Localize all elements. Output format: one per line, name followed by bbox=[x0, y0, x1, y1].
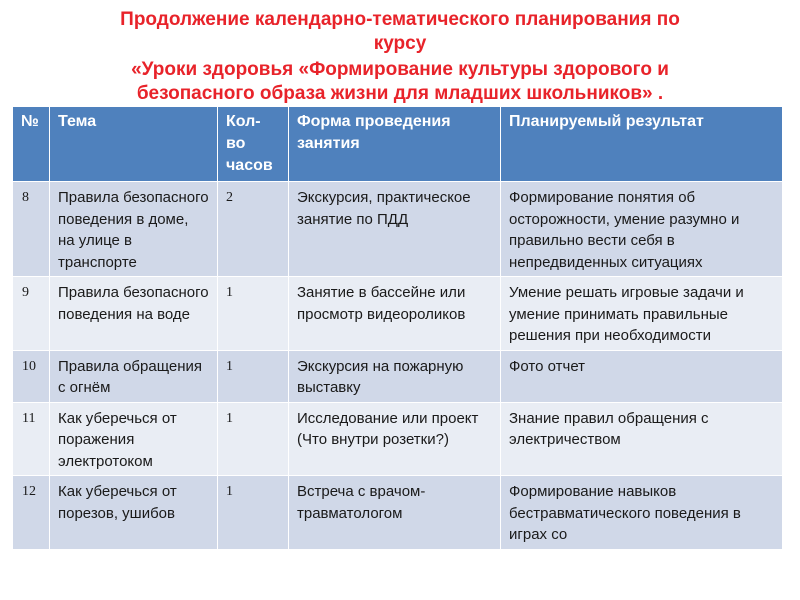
row-topic: Правила безопасного поведения на воде bbox=[50, 277, 218, 351]
planning-table bbox=[12, 106, 783, 550]
row-hours: 1 bbox=[218, 277, 289, 351]
row-num: 10 bbox=[13, 350, 50, 402]
row-form: Экскурсия, практическое занятие по ПДД bbox=[289, 182, 501, 277]
table-row bbox=[13, 476, 783, 550]
header-hours: Кол-во часов bbox=[218, 107, 289, 182]
table-row bbox=[13, 350, 783, 402]
row-result: Формирование навыков бестравматического поведения в играх со bbox=[501, 476, 783, 550]
row-hours: 2 bbox=[218, 182, 289, 277]
row-num: 12 bbox=[13, 476, 50, 550]
row-hours: 1 bbox=[218, 350, 289, 402]
row-num: 8 bbox=[13, 182, 50, 277]
header-topic: Тема bbox=[50, 107, 218, 182]
row-result: Фото отчет bbox=[501, 350, 783, 402]
row-form: Встреча с врачом-травматологом bbox=[289, 476, 501, 550]
header-form: Форма проведения занятия bbox=[289, 107, 501, 182]
row-form: Экскурсия на пожарную выставку bbox=[289, 350, 501, 402]
row-hours: 1 bbox=[218, 476, 289, 550]
row-form: Занятие в бассейне или просмотр видеороликов bbox=[289, 277, 501, 351]
row-num: 9 bbox=[13, 277, 50, 351]
title-line-2: курсу bbox=[373, 33, 427, 54]
header-num: № bbox=[13, 107, 50, 182]
row-topic: Как уберечься от поражения электротоком bbox=[50, 402, 218, 476]
table-row bbox=[13, 402, 783, 476]
row-topic: Как уберечься от порезов, ушибов bbox=[50, 476, 218, 550]
row-result: Формирование понятия об осторожности, умение разумно и правильно вести себя в непредвиденных ситуациях bbox=[501, 182, 783, 277]
row-result: Знание правил обращения с электричеством bbox=[501, 402, 783, 476]
title-line-3: «Уроки здоровья «Формирование культуры здорового и bbox=[131, 59, 669, 80]
table-header-row bbox=[13, 107, 783, 182]
table-row bbox=[13, 277, 783, 351]
row-form: Исследование или проект (Что внутри розетки?) bbox=[289, 402, 501, 476]
row-result: Умение решать игровые задачи и умение принимать правильные решения при необходимости bbox=[501, 277, 783, 351]
header-result: Планируемый результат bbox=[501, 107, 783, 182]
row-hours: 1 bbox=[218, 402, 289, 476]
planning-table-container bbox=[12, 106, 784, 600]
page-title bbox=[0, 0, 800, 110]
row-num: 11 bbox=[13, 402, 50, 476]
title-line-4: безопасного образа жизни для младших школьников» . bbox=[136, 83, 664, 104]
row-topic: Правила безопасного поведения в доме, на улице в транспорте bbox=[50, 182, 218, 277]
title-line-1: Продолжение календарно-тематического планирования по bbox=[120, 9, 680, 30]
table-row bbox=[13, 182, 783, 277]
row-topic: Правила обращения с огнём bbox=[50, 350, 218, 402]
